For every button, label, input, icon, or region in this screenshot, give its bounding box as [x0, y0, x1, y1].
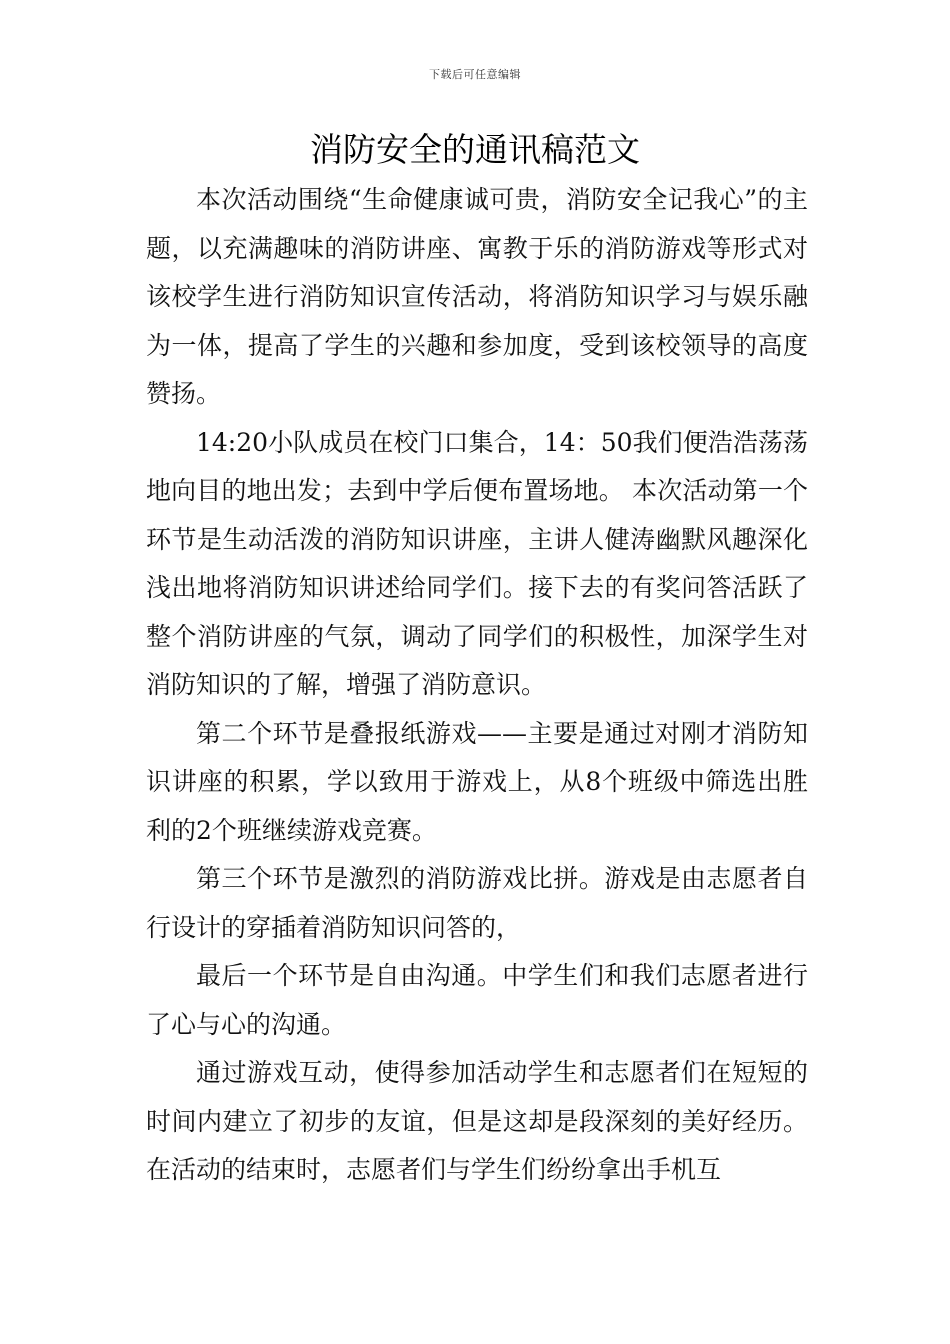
- paragraph-conclusion: 通过游戏互动，使得参加活动学生和志愿者们在短短的时间内建立了初步的友谊，但是这却是段深刻的美好经历。在活动的结束时，志愿者们与学生们纷纷拿出手机互: [146, 1058, 808, 1184]
- paragraph-intro: 本次活动围绕“生命健康诚可贵，消防安全记我心”的主题，以充满趣味的消防讲座、寓教于乐的消防游戏等形式对该校学生进行消防知识宣传活动，将消防知识学习与娱乐融为一体，提高了学生的兴趣和参加度，受到该校领导的高度赞扬。: [146, 185, 808, 408]
- paragraph-third-segment: 第三个环节是激烈的消防游戏比拼。游戏是由志愿者自行设计的穿插着消防知识问答的，: [146, 864, 808, 942]
- paragraph-second-segment: 第二个环节是叠报纸游戏——主要是通过对刚才消防知识讲座的积累，学以致用于游戏上，从8个班级中筛选出胜利的2个班继续游戏竞赛。: [146, 718, 808, 845]
- header-note: 下载后可任意编辑: [429, 68, 521, 81]
- paragraph-first-segment: 14:20小队成员在校门口集合，14：50我们便浩浩荡荡地向目的地出发；去到中学后便布置场地。 本次活动第一个环节是生动活泼的消防知识讲座，主讲人健涛幽默风趣深化浅出地将消防知识讲述给同学们。接下去的有奖问答活跃了整个消防讲座的气氛，调动了同学们的积极性，加深学生对消防知识的了解，增强了消防意识。: [146, 427, 808, 699]
- document-title: 消防安全的通讯稿范文: [310, 130, 640, 169]
- paragraph-last-segment: 最后一个环节是自由沟通。中学生们和我们志愿者进行了心与心的沟通。: [146, 961, 808, 1039]
- document-body: [146, 176, 808, 1195]
